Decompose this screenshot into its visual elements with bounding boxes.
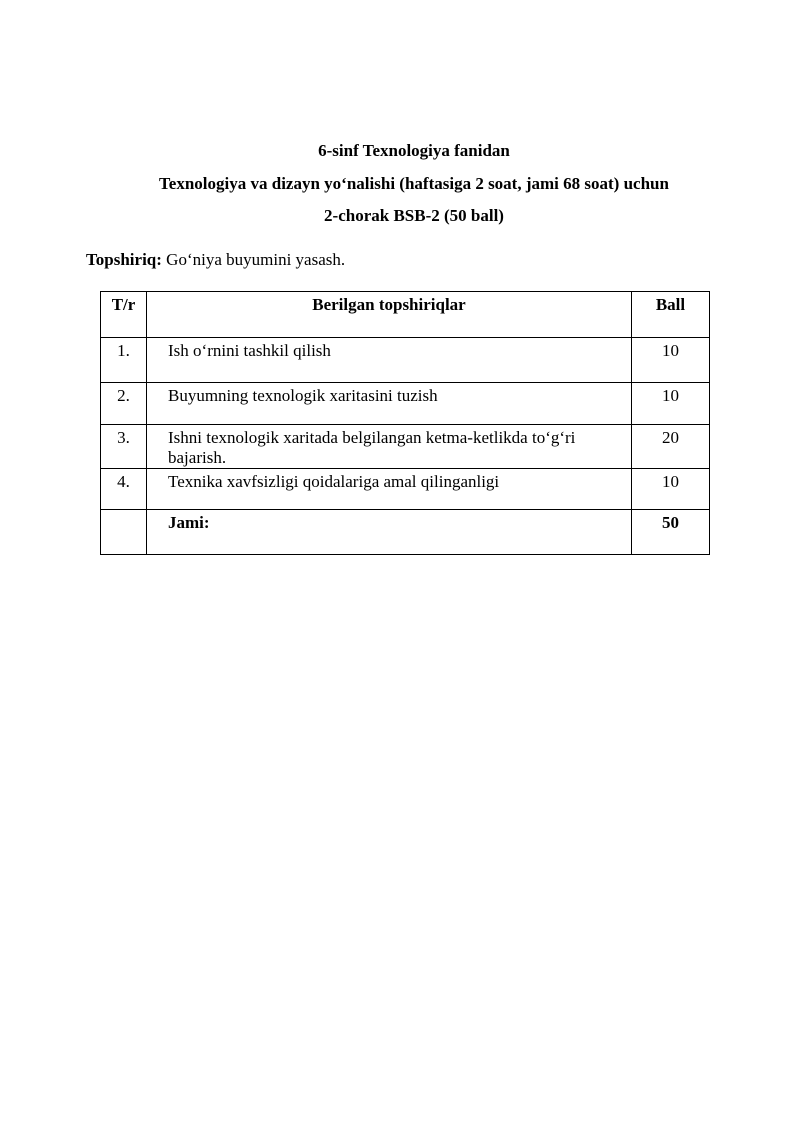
document-title: 6-sinf Texnologiya fanidan — [318, 141, 510, 160]
total-points: 50 — [632, 510, 710, 555]
header-number: T/r — [101, 292, 147, 338]
task-line — [86, 250, 345, 270]
table-row — [101, 338, 710, 383]
header-tasks: Berilgan topshiriqlar — [147, 292, 632, 338]
table-total-row — [101, 510, 710, 555]
total-number — [101, 510, 147, 555]
table-header-row — [101, 292, 710, 338]
document-subtitle: Texnologiya va dizayn yo‘nalishi (haftasiga 2 soat, jami 68 soat) uchun — [159, 174, 669, 193]
row-number: 3. — [101, 425, 147, 469]
row-points: 10 — [632, 469, 710, 510]
assessment-table — [100, 291, 710, 555]
row-number: 2. — [101, 383, 147, 425]
task-label: Topshiriq: — [86, 250, 162, 269]
task-text: Go‘niya buyumini yasash. — [161, 250, 346, 269]
row-points: 10 — [632, 383, 710, 425]
row-task: Ish o‘rnini tashkil qilish — [147, 338, 632, 383]
row-number: 4. — [101, 469, 147, 510]
table-row — [101, 383, 710, 425]
table-row — [101, 469, 710, 510]
total-label: Jami: — [147, 510, 632, 555]
header-points: Ball — [632, 292, 710, 338]
row-task: Texnika xavfsizligi qoidalariga amal qilinganligi — [147, 469, 632, 510]
row-task: Buyumning texnologik xaritasini tuzish — [147, 383, 632, 425]
row-number: 1. — [101, 338, 147, 383]
row-points: 20 — [632, 425, 710, 469]
table-row — [101, 425, 710, 469]
row-task: Ishni texnologik xaritada belgilangan ketma-ketlikda to‘g‘ri bajarish. — [147, 425, 632, 469]
row-points: 10 — [632, 338, 710, 383]
document-quarter-line: 2-chorak BSB-2 (50 ball) — [324, 206, 504, 225]
